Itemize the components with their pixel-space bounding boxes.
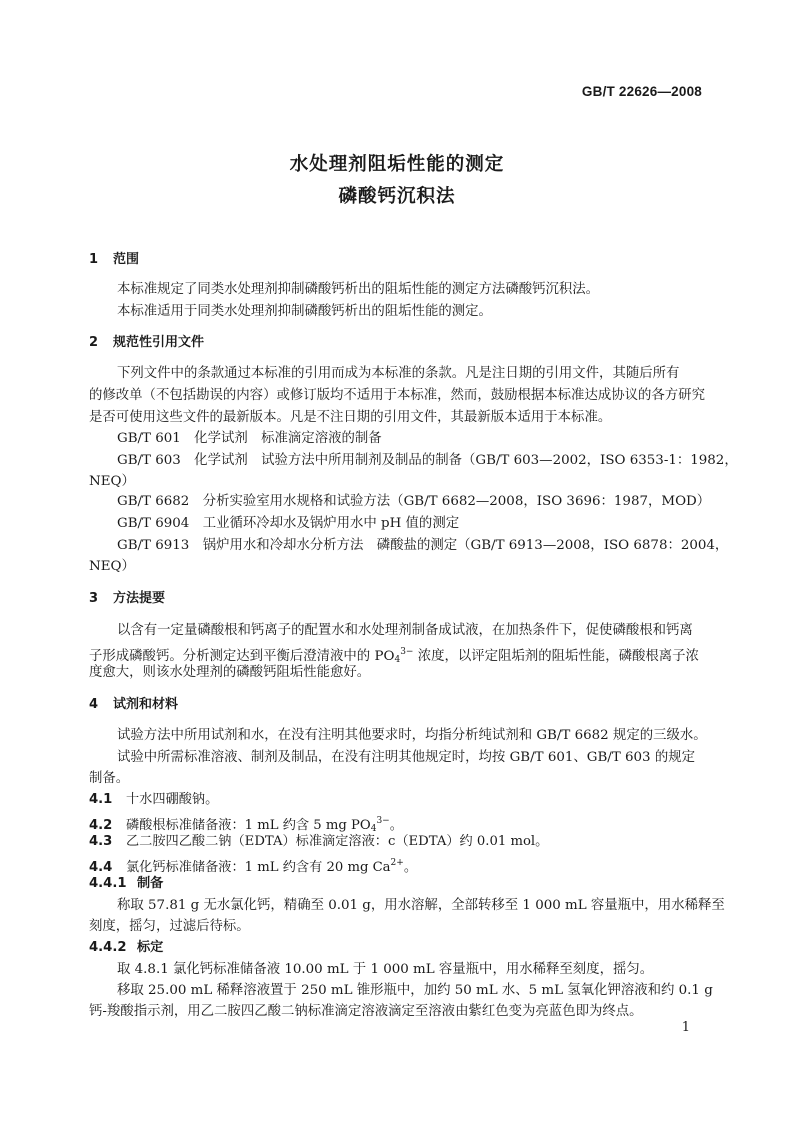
clause-number: 4.1 (89, 792, 113, 807)
reference-item: GB/T 603 化学试剂 试验方法中所用制剂及制品的制备（GB/T 603—2002，ISO 6353-1：1982， (117, 453, 738, 468)
paragraph-line: 钙-羧酸指示剂，用乙二胺四乙酸二钠标准滴定溶液滴定至溶液由紫红色变为亮蓝色即为终点。 (89, 1004, 643, 1019)
clause-4-4-2-heading (89, 938, 163, 958)
superscript: 3− (400, 647, 414, 657)
paragraph-line: 制备。 (89, 771, 130, 786)
document-title: 水处理剂阻垢性能的测定 (289, 154, 505, 175)
clause-text: 十水四硼酸钠。 (126, 792, 219, 807)
section-number: 1 (89, 252, 99, 267)
document-subtitle: 磷酸钙沉积法 (338, 186, 456, 207)
clause-number: 4.2 (89, 818, 113, 833)
clause-text: 。 (389, 818, 403, 833)
paragraph-line: 是否可使用这些文件的最新版本。凡是不注日期的引用文件，其最新版本适用于本标准。 (89, 410, 612, 425)
paragraph: 本标准规定了同类水处理剂抑制磷酸钙析出的阻垢性能的测定方法磷酸钙沉积法。 (117, 282, 600, 297)
clause-title: 标定 (137, 940, 164, 955)
paragraph: 取 4.8.1 氯化钙标准储备液 10.00 mL 于 1 000 mL 容量瓶中，用水稀释至刻度，摇匀。 (117, 962, 654, 977)
section-title: 方法提要 (113, 591, 166, 606)
paragraph-line: 以含有一定量磷酸根和钙离子的配置水和水处理剂制备成试液，在加热条件下，促使磷酸根和钙离 (117, 623, 693, 638)
paragraph-line: 刻度，摇匀，过滤后待标。 (89, 919, 250, 934)
section-3-heading (89, 589, 165, 609)
reference-item: GB/T 601 化学试剂 标准滴定溶液的制备 (117, 431, 382, 446)
reference-item-cont: NEQ） (89, 474, 135, 489)
clause-4-4-1-heading (89, 874, 163, 894)
paragraph-line: 试验中所需标准溶液、制剂及制品，在没有注明其他规定时，均按 GB/T 601、GB/T 603 的规定 (117, 750, 695, 765)
section-number: 4 (89, 697, 99, 712)
clause-number: 4.3 (89, 834, 113, 849)
paragraph-line: 称取 57.81 g 无水氯化钙，精确至 0.01 g，用水溶解，全部转移至 1 000 mL 容量瓶中，用水稀释至 (117, 898, 725, 913)
superscript: 3− (376, 816, 390, 826)
subscript: 4 (370, 824, 377, 834)
text-run: 子形成磷酸钙。分析测定达到平衡后澄清液中的 PO (89, 649, 395, 664)
paragraph-line: 下列文件中的条款通过本标准的引用而成为本标准的条款。凡是注日期的引用文件，其随后所有 (117, 366, 680, 381)
paragraph: 本标准适用于同类水处理剂抑制磷酸钙析出的阻垢性能的测定。 (117, 304, 492, 319)
paragraph-line: 移取 25.00 mL 稀释溶液置于 250 mL 锥形瓶中，加约 50 mL 水、5 mL 氢氧化钾溶液和约 0.1 g (117, 983, 713, 998)
clause-number: 4.4 (89, 860, 113, 875)
standard-code: GB/T 22626—2008 (581, 84, 702, 99)
clause-text: 氯化钙标准储备液：1 mL 约含有 20 mg Ca (126, 860, 391, 875)
superscript: 2+ (390, 858, 404, 868)
clause-text: 乙二胺四乙酸二钠（EDTA）标准滴定溶液：c（EDTA）约 0.01 mol。 (126, 834, 549, 849)
text-run: 浓度，以评定阻垢剂的阻垢性能，磷酸根离子浓 (413, 649, 699, 664)
clause-4-1 (89, 790, 218, 810)
section-title: 范围 (113, 252, 140, 267)
section-title: 规范性引用文件 (113, 335, 205, 350)
paragraph-line: 的修改单（不包括勘误的内容）或修订版均不适用于本标准，然而，鼓励根据本标准达成协议的各方研究 (89, 388, 705, 403)
clause-number: 4.4.2 (89, 940, 127, 955)
section-4-heading (89, 695, 178, 715)
paragraph: 试验方法中所用试剂和水，在没有注明其他要求时，均指分析纯试剂和 GB/T 6682 规定的三级水。 (117, 728, 707, 743)
page-number: 1 (681, 1020, 690, 1035)
subscript: 4 (394, 655, 401, 665)
clause-title: 制备 (137, 876, 164, 891)
clause-number: 4.4.1 (89, 876, 127, 891)
section-number: 3 (89, 591, 99, 606)
section-2-heading (89, 333, 204, 353)
section-title: 试剂和材料 (113, 697, 179, 712)
reference-item: GB/T 6913 锅炉用水和冷却水分析方法 磷酸盐的测定（GB/T 6913—2008，ISO 6878：2004， (117, 538, 729, 553)
reference-item-cont: NEQ） (89, 559, 135, 574)
reference-item: GB/T 6682 分析实验室用水规格和试验方法（GB/T 6682—2008，ISO 3696：1987，MOD） (117, 494, 711, 509)
clause-text: 。 (403, 860, 418, 875)
section-number: 2 (89, 335, 99, 350)
paragraph-line: 度愈大，则该水处理剂的磷酸钙阻垢性能愈好。 (89, 665, 371, 680)
clause-text: 磷酸根标准储备液：1 mL 约含 5 mg PO (126, 818, 371, 833)
clause-4-3 (89, 832, 548, 852)
section-1-heading (89, 250, 139, 270)
reference-item: GB/T 6904 工业循环冷却水及锅炉用水中 pH 值的测定 (117, 516, 460, 531)
